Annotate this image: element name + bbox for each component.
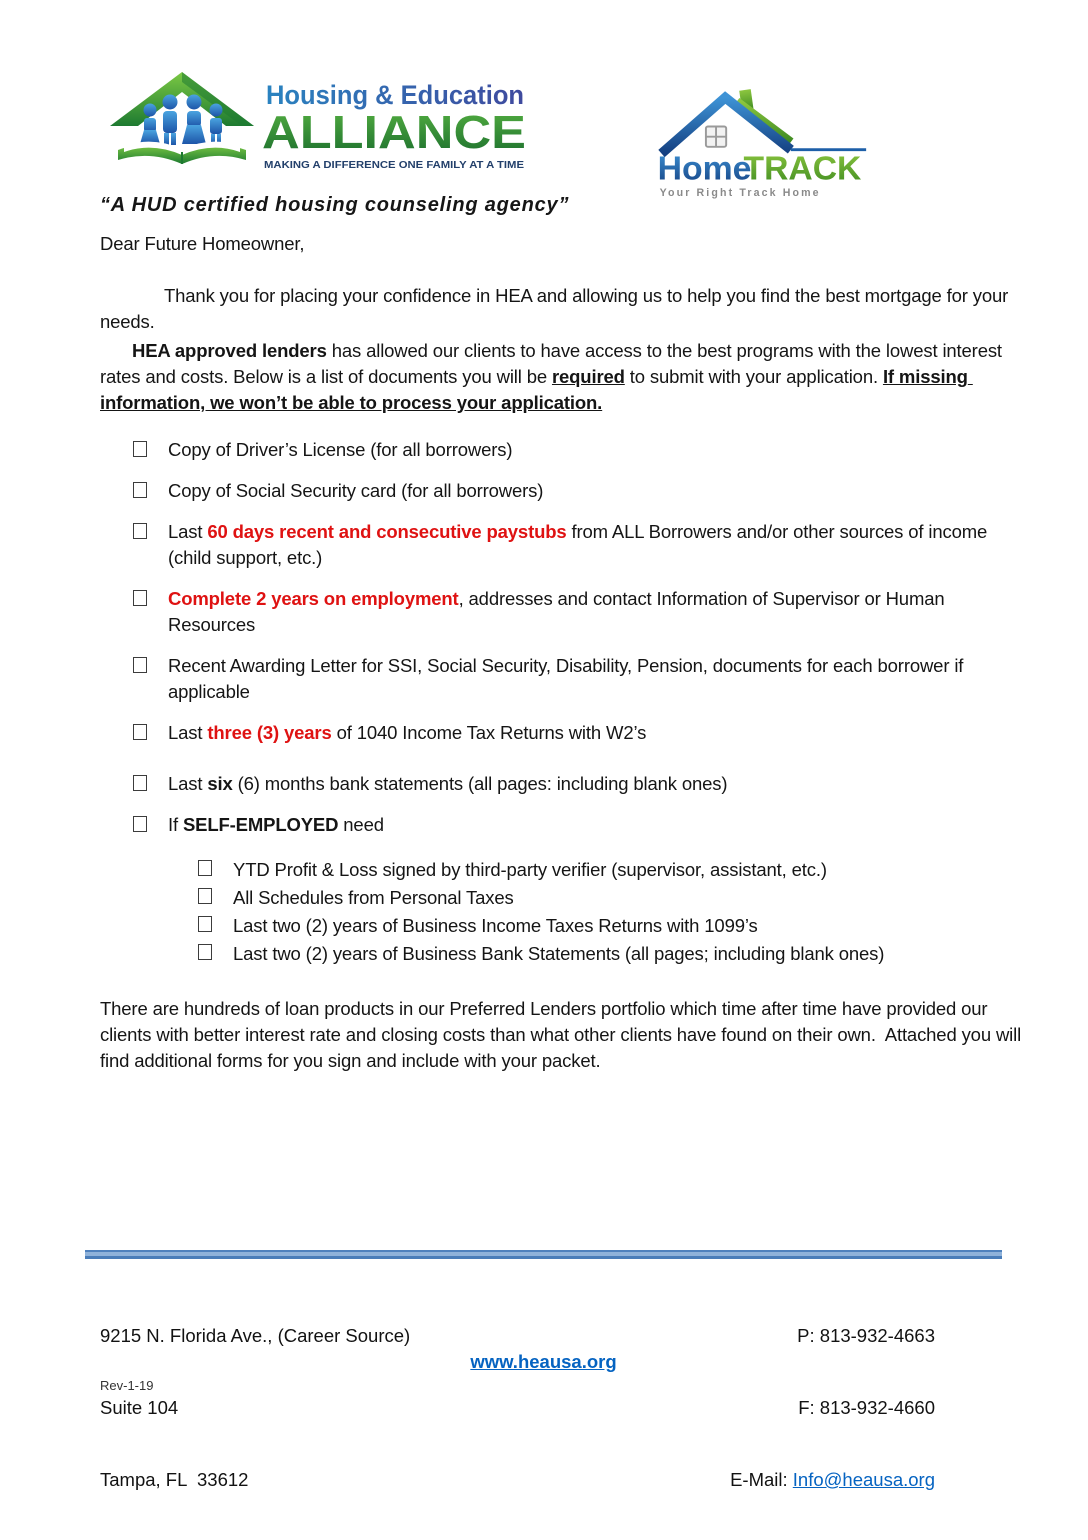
checkbox-icon (133, 657, 147, 673)
submit-text: to submit with your application. (624, 366, 883, 387)
checkbox-icon (133, 523, 147, 539)
phone-number: P: 813-932-4663 (797, 1325, 935, 1346)
checkbox-icon (133, 724, 147, 740)
document-checklist (100, 437, 1030, 967)
checkbox-icon (133, 816, 147, 832)
hometrack-title-part1: Home (657, 149, 752, 188)
checkbox-icon (198, 944, 212, 960)
email-link[interactable]: Info@heausa.org (792, 1469, 935, 1490)
item-text: Last (168, 722, 208, 743)
hud-tagline: “A HUD certified housing counseling agency” (100, 194, 570, 216)
alliance-title-line2: ALLIANCE (262, 106, 526, 158)
email-label: E-Mail: (730, 1469, 793, 1490)
checklist-item-paystubs: Last 60 days recent and consecutive paystubs from ALL Borrowers and/or other sources of income (child support, etc.) (100, 519, 1030, 571)
required-text: required (551, 366, 625, 387)
sublist-item-business-bank-statements: Last two (2) years of Business Bank Statements (all pages; including blank ones) (100, 940, 1030, 967)
checklist-item-drivers-license (100, 437, 1030, 463)
hometrack-title-part2: TRACK (743, 149, 862, 188)
footer-divider (85, 1250, 1002, 1259)
hea-approved-lenders-text: HEA approved lenders (132, 340, 327, 361)
hometrack-roof-icon (662, 89, 867, 153)
checklist-item-award-letter (100, 653, 1030, 705)
checkbox-icon (133, 775, 147, 791)
alliance-roof-icon (110, 72, 254, 126)
website-link[interactable]: www.heausa.org (470, 1351, 617, 1372)
lenders-text: has allowed our clients to have access to the best programs with the lowest interest rates and costs. Below is a list of documents you will be (100, 340, 1007, 387)
checklist-item-self-employed: If SELF-EMPLOYED need (100, 812, 1030, 838)
alliance-book-icon (118, 142, 246, 164)
revision-label: Rev-1-19 (100, 1378, 154, 1393)
address-line1: 9215 N. Florida Ave., (Career Source) (100, 1325, 411, 1346)
footer-address (100, 1276, 410, 1540)
checkbox-icon (133, 441, 147, 457)
email-line (730, 1468, 935, 1492)
hometrack-subtitle: Your Right Track Home (659, 187, 821, 200)
item-text: Copy of Driver’s License (for all borrowers) (168, 439, 513, 460)
checkbox-icon (198, 888, 212, 904)
item-text: Copy of Social Security card (for all borrowers) (168, 480, 544, 501)
missing-info-warning: If missing information, we won’t be able to process your application. (100, 366, 973, 413)
item-text: If (168, 814, 183, 835)
item-text: Last (168, 773, 208, 794)
footer-website (85, 1351, 1002, 1373)
paragraph-thank-you: Thank you for placing your confidence in HEA and allowing us to help you find the best mortgage for your needs. (100, 285, 1014, 332)
paragraph-lenders (100, 338, 1030, 416)
checkbox-icon (198, 860, 212, 876)
item-text: Last (168, 521, 208, 542)
footer-contact (730, 1276, 935, 1540)
letter-body (100, 231, 1030, 1074)
checklist-item-employment: Complete 2 years on employment, addresses and contact Information of Supervisor or Human Resources (100, 586, 1030, 638)
sublist-item-schedules: All Schedules from Personal Taxes (100, 884, 1030, 911)
checkbox-icon (198, 916, 212, 932)
alliance-title-line1: Housing & Education (266, 80, 524, 110)
checklist-item-bank-statements: Last six (6) months bank statements (all pages: including blank ones) (100, 771, 1030, 797)
salutation: Dear Future Homeowner, (100, 233, 305, 254)
hometrack-logo (648, 82, 870, 200)
address-line2: Suite 104 (100, 1397, 179, 1418)
fax-number: F: 813-932-4660 (798, 1397, 935, 1418)
alliance-logo (104, 64, 534, 196)
sublist-item-profit-loss: YTD Profit & Loss signed by third-party verifier (supervisor, assistant, etc.) (100, 856, 1030, 883)
closing-paragraph: There are hundreds of loan products in our Preferred Lenders portfolio which time after time have provided our clients with better interest rate and closing costs than what other clients have found on their own. Attached you will find additional forms for you sign and include with your packet. (100, 998, 1027, 1071)
checkbox-icon (133, 590, 147, 606)
sublist-item-business-income-taxes: Last two (2) years of Business Income Taxes Returns with 1099’s (100, 912, 1030, 939)
alliance-subtitle: MAKING A DIFFERENCE ONE FAMILY AT A TIME (264, 159, 524, 171)
self-employed-sublist (100, 856, 1030, 967)
item-text: Recent Awarding Letter for SSI, Social Security, Disability, Pension, documents for each borrower if applicable (168, 655, 969, 702)
address-line3: Tampa, FL 33612 (100, 1469, 249, 1490)
checklist-item-social-security (100, 478, 1030, 504)
checklist-item-tax-returns: Last three (3) years of 1040 Income Tax Returns with W2’s (100, 720, 1030, 746)
checkbox-icon (133, 482, 147, 498)
